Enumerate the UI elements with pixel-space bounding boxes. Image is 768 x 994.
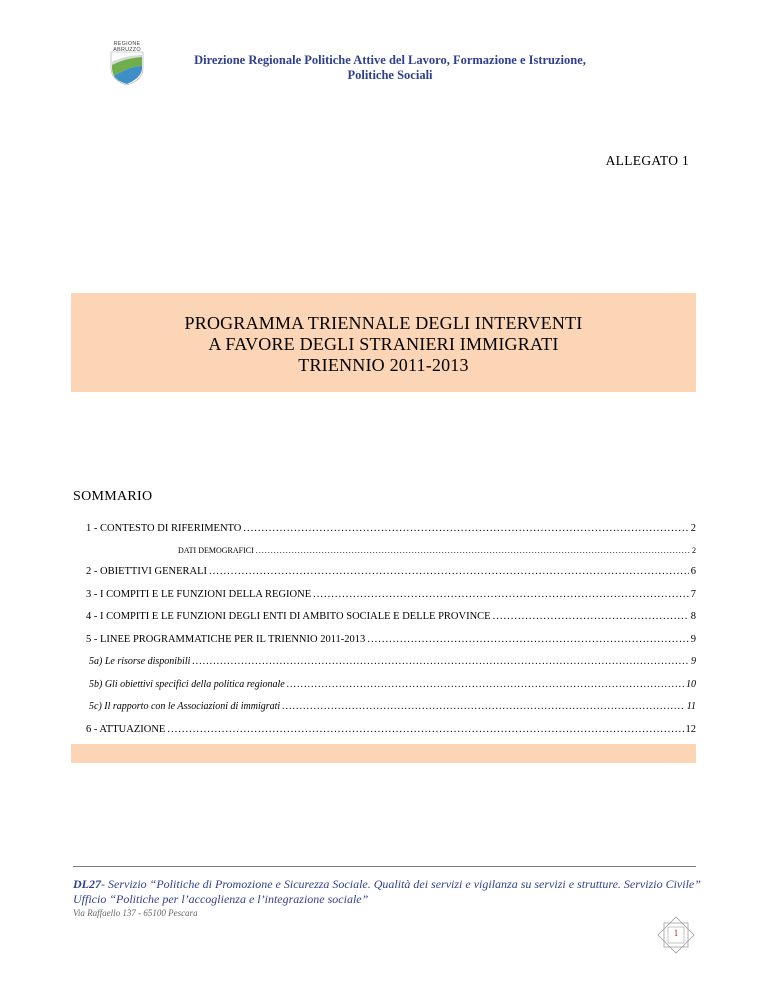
program-title: [71, 313, 696, 376]
toc-entry-page: 2: [692, 546, 696, 555]
toc-entry-page: 10: [686, 679, 696, 690]
decorative-band: [71, 744, 696, 763]
toc-leader: [192, 656, 689, 667]
toc-entry-title: 1 - CONTESTO DI RIFERIMENTO: [86, 523, 242, 534]
toc-entry[interactable]: [89, 679, 696, 690]
toc-entry[interactable]: [86, 611, 696, 622]
toc-leader: [282, 701, 685, 712]
toc-entry-title: 5 - LINEE PROGRAMMATICHE PER IL TRIENNIO 2011-2013: [86, 634, 366, 645]
toc-entry-title: 6 - ATTUAZIONE: [86, 724, 166, 735]
allegato-label: ALLEGATO 1: [605, 153, 689, 168]
program-title-line1: PROGRAMMA TRIENNALE DEGLI INTERVENTI: [184, 313, 583, 333]
toc-entry-title: 4 - I COMPITI E LE FUNZIONI DEGLI ENTI DI AMBITO SOCIALE E DELLE PROVINCE: [86, 611, 491, 622]
toc-leader: [256, 546, 690, 555]
toc-leader: [367, 634, 688, 645]
toc-leader: [167, 724, 683, 735]
footer-divider: [73, 866, 696, 867]
toc-entry-page: 7: [690, 589, 696, 600]
toc-entry-title: 5b) Gli obiettivi specifici della politica regionale: [89, 679, 285, 690]
toc-entry-title: DATI DEMOGRAFICI: [178, 546, 254, 555]
toc-leader: [493, 611, 689, 622]
toc-entry[interactable]: [89, 656, 696, 667]
toc-entry-page: 8: [690, 611, 696, 622]
footer-code: DL27: [73, 877, 101, 891]
toc-entry[interactable]: [86, 589, 696, 600]
toc-leader: [313, 589, 689, 600]
toc-entry-page: 12: [685, 724, 696, 735]
toc-entry[interactable]: [86, 523, 696, 534]
footer-address: Via Raffaello 137 - 65100 Pescara: [73, 908, 198, 918]
toc-leader: [243, 523, 688, 534]
sommario-heading: SOMMARIO: [73, 489, 153, 504]
header-title-line1: Direzione Regionale Politiche Attive del Lavoro, Formazione e Istruzione,: [194, 53, 586, 67]
toc-entry-page: 9: [691, 656, 696, 667]
toc-entry[interactable]: [178, 546, 696, 555]
footer-service-line: [73, 877, 713, 892]
toc-entry-page: 9: [690, 634, 696, 645]
header-title-line2: Politiche Sociali: [347, 68, 433, 82]
footer-service-text: - Servizio “Politiche di Promozione e Sicurezza Sociale. Qualità dei servizi e vigilanza su servizi e strutture. Servizio Civile”: [101, 877, 701, 891]
program-title-line2: A FAVORE DEGLI STRANIERI IMMIGRATI: [208, 334, 559, 354]
toc-entry[interactable]: [86, 566, 696, 577]
toc-leader: [287, 679, 684, 690]
toc-entry-title: 5a) Le risorse disponibili: [89, 656, 191, 667]
toc-entry-page: 11: [686, 701, 696, 712]
toc-entry[interactable]: [89, 701, 696, 712]
toc-entry-page: 6: [690, 566, 696, 577]
toc-entry-title: 5c) Il rapporto con le Associazioni di immigrati: [89, 701, 281, 712]
footer-office-line: Ufficio “Politiche per l’accoglienza e l’integrazione sociale”: [73, 892, 369, 906]
toc-entry[interactable]: [86, 634, 696, 645]
toc-entry[interactable]: [86, 724, 696, 735]
logo-caption: REGIONE ABRUZZO: [113, 41, 141, 53]
header-title: [150, 53, 630, 83]
program-title-line3: TRIENNIO 2011-2013: [298, 355, 469, 375]
toc-entry-title: 2 - OBIETTIVI GENERALI: [86, 566, 208, 577]
toc-entry-title: 3 - I COMPITI E LE FUNZIONI DELLA REGIONE: [86, 589, 312, 600]
page-number: 1: [673, 928, 679, 938]
toc-leader: [209, 566, 689, 577]
toc-entry-page: 2: [690, 523, 696, 534]
